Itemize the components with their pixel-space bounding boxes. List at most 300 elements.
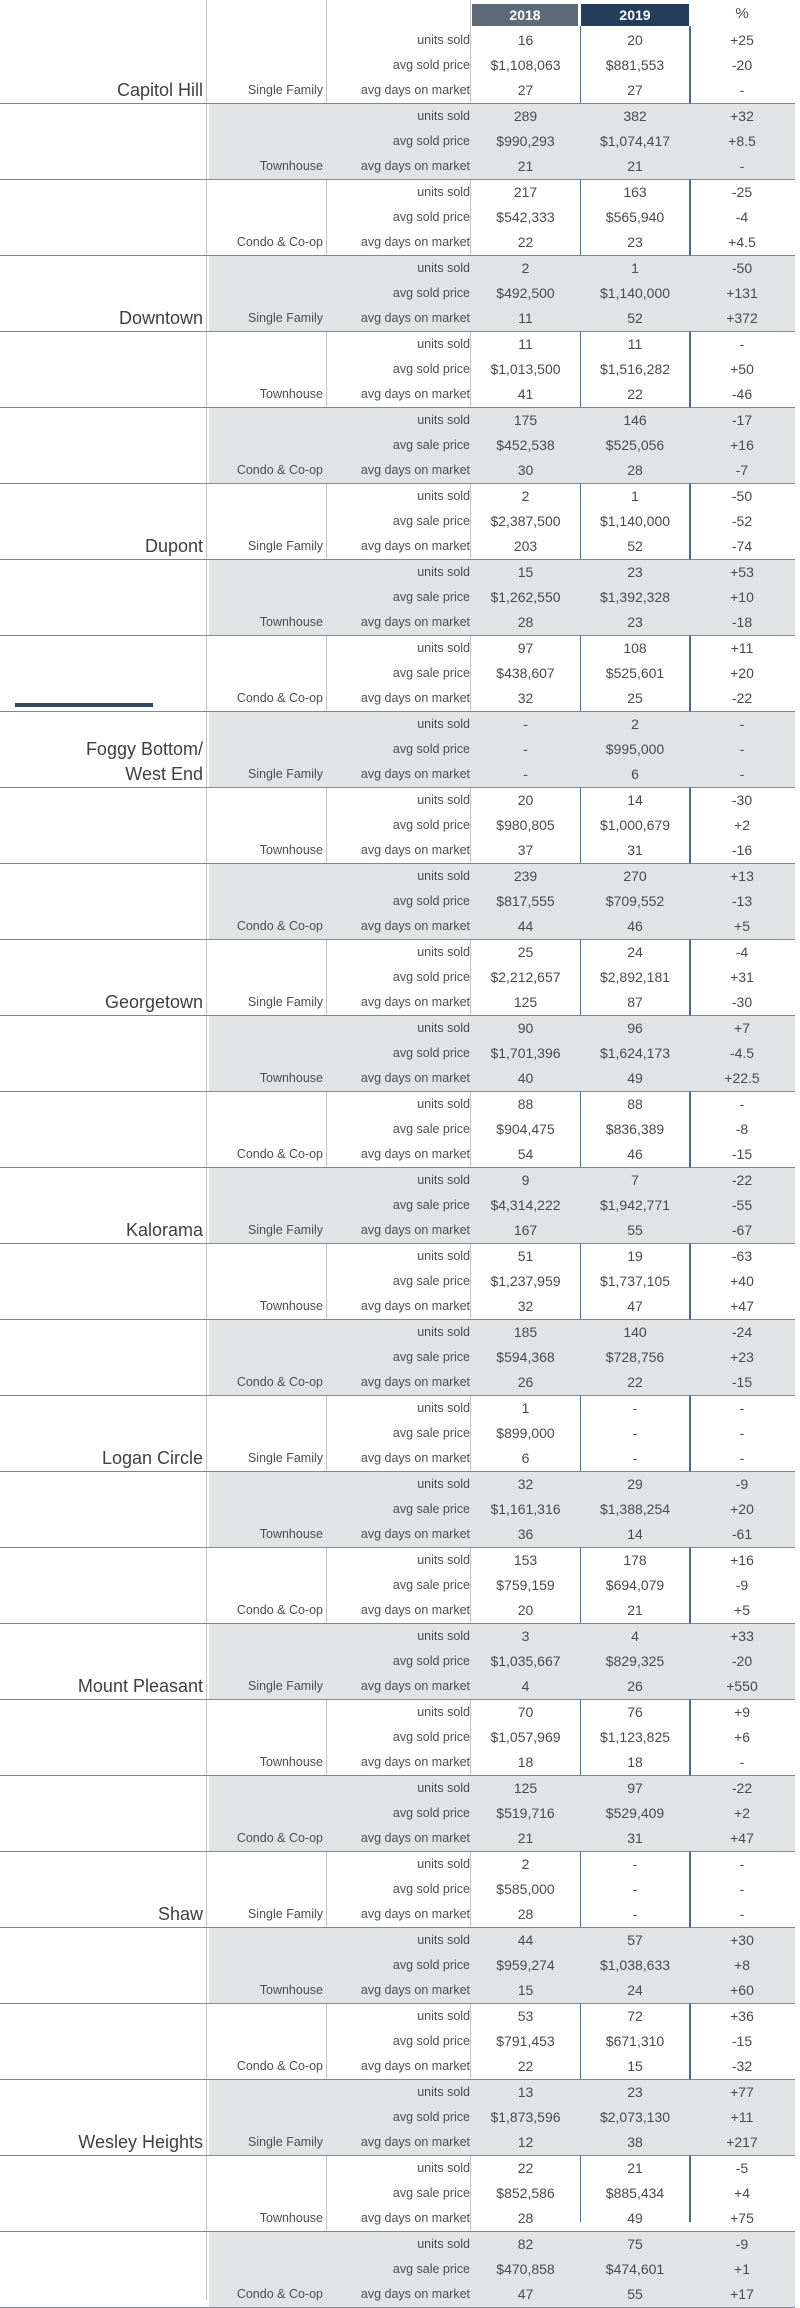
metric-label: units sold [417, 33, 470, 47]
property-type-label: Single Family [247, 2135, 323, 2149]
property-type-label: Condo & Co-op [236, 1147, 323, 1161]
value-2018: $1,161,316 [490, 1501, 561, 1517]
value-2018: $1,035,667 [490, 1653, 561, 1669]
value-2018: 239 [513, 868, 538, 884]
table-row [0, 2029, 795, 2054]
value-2019: $885,434 [605, 2185, 665, 2201]
metric-label: units sold [417, 2237, 470, 2251]
value-2018: 32 [517, 690, 534, 706]
metric-label: units sold [417, 1857, 470, 1871]
value-2019: 11 [627, 336, 643, 352]
metric-label: avg days on market [360, 1223, 470, 1237]
percent-change: +17 [730, 2286, 754, 2302]
table-row [0, 1598, 795, 1624]
value-2019: 49 [627, 1070, 643, 1086]
table-row [0, 1953, 795, 1978]
table-row [0, 408, 795, 433]
percent-change: +5 [734, 918, 750, 934]
value-2018: 185 [513, 1324, 538, 1340]
value-2019: 146 [623, 412, 647, 428]
value-2018: - [523, 766, 528, 782]
value-2019: 23 [627, 614, 643, 630]
value-2018: 51 [517, 1248, 534, 1264]
value-2019: - [632, 1881, 638, 1897]
value-2019: 21 [627, 2160, 643, 2176]
table-row [0, 1244, 795, 1269]
metric-label: avg days on market [360, 1375, 470, 1389]
value-2019: 57 [627, 1932, 643, 1948]
header-2019: 2019 [581, 4, 689, 26]
value-2019: 52 [627, 310, 643, 326]
value-2019: $2,892,181 [599, 969, 671, 985]
percent-change: -9 [735, 1577, 749, 1593]
percent-change: +5 [734, 1602, 750, 1618]
metric-label: avg sold price [392, 1882, 470, 1896]
metric-label: units sold [417, 1097, 470, 1111]
property-type-label: Condo & Co-op [236, 1831, 323, 1845]
percent-change: +33 [730, 1628, 754, 1644]
value-2018: 44 [517, 918, 534, 934]
metric-label: units sold [417, 1249, 470, 1263]
table-row [0, 1016, 795, 1041]
value-2019: 270 [623, 868, 647, 884]
table-row [0, 2206, 795, 2232]
percent-change: -74 [731, 538, 753, 554]
value-2018: 70 [517, 1704, 534, 1720]
value-2018: 20 [517, 1602, 534, 1618]
percent-change: -22 [731, 690, 753, 706]
value-2019: $728,756 [605, 1349, 665, 1365]
table-row [0, 28, 795, 53]
value-2018: 9 [521, 1172, 530, 1188]
percent-change: +47 [730, 1298, 754, 1314]
percent-change: - [739, 1754, 745, 1770]
percent-change: +22.5 [724, 1070, 760, 1086]
neighborhood-name: Capitol Hill [116, 80, 203, 100]
table-row [0, 1345, 795, 1370]
value-2019: 31 [627, 842, 643, 858]
value-2018: 25 [517, 944, 534, 960]
value-2018: $470,858 [496, 2261, 555, 2277]
value-2019: $1,123,825 [599, 1729, 671, 1745]
value-2019: - [632, 1906, 638, 1922]
table-row [0, 2080, 795, 2105]
percent-change: - [739, 336, 745, 352]
value-2019: - [632, 1450, 638, 1466]
metric-label: avg sale price [392, 1350, 470, 1364]
table-row [0, 205, 795, 230]
value-2019: 96 [627, 1020, 643, 1036]
percent-change: - [739, 1906, 745, 1922]
metric-label: avg sold price [392, 2110, 470, 2124]
metric-label: avg sold price [392, 742, 470, 756]
value-2018: 32 [517, 1298, 534, 1314]
metric-label: avg days on market [360, 311, 470, 325]
value-2018: 21 [517, 158, 534, 174]
table-row [0, 2232, 795, 2257]
value-2019: $1,000,679 [599, 817, 671, 833]
property-type-label: Single Family [247, 767, 323, 781]
metric-label: avg sale price [392, 438, 470, 452]
table-row [0, 1066, 795, 1092]
table-row [0, 2282, 795, 2308]
percent-change: -4.5 [729, 1045, 755, 1061]
table-row [0, 306, 795, 332]
value-2019: 72 [627, 2008, 643, 2024]
percent-change: +4 [734, 2185, 750, 2201]
table-row [0, 661, 795, 686]
value-2018: 3 [521, 1628, 530, 1644]
value-2018: $1,873,596 [490, 2109, 561, 2125]
percent-change: +6 [734, 1729, 750, 1745]
value-2019: $1,624,173 [599, 1045, 671, 1061]
neighborhood-name: Kalorama [125, 1220, 203, 1240]
value-2018: $1,262,550 [490, 589, 561, 605]
metric-label: avg days on market [360, 1147, 470, 1161]
percent-change: -30 [731, 792, 753, 808]
table-row [0, 1649, 795, 1674]
percent-change: -24 [731, 1324, 753, 1340]
property-type-label: Townhouse [259, 387, 323, 401]
property-type-label: Single Family [247, 311, 323, 325]
metric-label: avg days on market [360, 1755, 470, 1769]
percent-change: -17 [731, 412, 753, 428]
table-row [0, 78, 795, 104]
value-2019: $525,601 [605, 665, 665, 681]
table-row [0, 2054, 795, 2080]
neighborhood-name: Dupont [144, 536, 203, 556]
table-row [0, 104, 795, 129]
value-2018: 44 [517, 1932, 534, 1948]
value-2019: 108 [623, 640, 647, 656]
value-2019: $1,038,633 [599, 1957, 671, 1973]
table-row [0, 1041, 795, 1066]
metric-label: avg days on market [360, 767, 470, 781]
table-row [0, 509, 795, 534]
percent-change: +16 [730, 437, 754, 453]
property-type-label: Townhouse [259, 615, 323, 629]
value-2018: $899,000 [496, 1425, 555, 1441]
value-2018: 125 [513, 994, 538, 1010]
value-2018: $791,453 [496, 2033, 555, 2049]
percent-change: -18 [731, 614, 753, 630]
percent-change: +50 [730, 361, 754, 377]
table-row [0, 1624, 795, 1649]
value-2019: 21 [627, 158, 643, 174]
value-2018: 28 [517, 2210, 534, 2226]
value-2019: $474,601 [605, 2261, 665, 2277]
value-2019: 25 [627, 690, 643, 706]
metric-label: avg sale price [392, 1122, 470, 1136]
value-2018: 21 [517, 1830, 534, 1846]
metric-label: avg sale price [392, 666, 470, 680]
property-type-label: Condo & Co-op [236, 691, 323, 705]
header-2018: 2018 [472, 4, 578, 26]
percent-change: +30 [730, 1932, 754, 1948]
percent-change: -13 [731, 893, 753, 909]
table-row [0, 1472, 795, 1497]
value-2019: $565,940 [605, 209, 665, 225]
percent-change: +8 [734, 1957, 750, 1973]
table-row [0, 154, 795, 180]
table-row [0, 1877, 795, 1902]
table-row [0, 332, 795, 357]
table-row [0, 1522, 795, 1548]
value-2019: - [632, 1425, 638, 1441]
value-2018: $2,212,657 [490, 969, 561, 985]
metric-label: avg days on market [360, 1679, 470, 1693]
value-2018: 2 [521, 260, 530, 276]
table-row [0, 636, 795, 661]
neighborhood-name: Georgetown [104, 992, 203, 1012]
percent-change: -15 [731, 2033, 753, 2049]
value-2019: 163 [623, 184, 647, 200]
metric-label: units sold [417, 1705, 470, 1719]
value-2018: 18 [517, 1754, 534, 1770]
percent-change: - [739, 82, 745, 98]
percent-change: +36 [730, 2008, 754, 2024]
table-row [0, 965, 795, 990]
table-row [0, 1902, 795, 1928]
table-row [0, 433, 795, 458]
metric-label: units sold [417, 109, 470, 123]
property-type-label: Single Family [247, 539, 323, 553]
value-2018: 28 [517, 614, 534, 630]
value-2018: $542,333 [496, 209, 555, 225]
value-2019: 38 [627, 2134, 643, 2150]
value-2019: 23 [627, 564, 643, 580]
percent-change: -61 [731, 1526, 753, 1542]
value-2018: 15 [517, 1982, 534, 1998]
value-2019: $709,552 [605, 893, 665, 909]
value-2019: 24 [627, 944, 643, 960]
value-2018: $519,716 [496, 1805, 555, 1821]
value-2019: 52 [627, 538, 643, 554]
metric-label: avg sold price [392, 970, 470, 984]
value-2019: - [632, 1856, 638, 1872]
value-2018: 20 [517, 792, 534, 808]
table-row [0, 458, 795, 484]
value-2019: 178 [623, 1552, 647, 1568]
percent-change: +20 [730, 1501, 754, 1517]
percent-change: +25 [730, 32, 754, 48]
value-2018: 53 [517, 2008, 534, 2024]
property-type-label: Condo & Co-op [236, 1375, 323, 1389]
value-2018: - [523, 741, 528, 757]
property-type-label: Townhouse [259, 159, 323, 173]
value-2019: $1,074,417 [599, 133, 671, 149]
value-2019: 19 [627, 1248, 643, 1264]
table-row [0, 281, 795, 306]
property-type-label: Condo & Co-op [236, 2287, 323, 2301]
value-2019: $995,000 [605, 741, 665, 757]
value-2019: 22 [627, 1374, 643, 1390]
table-row [0, 864, 795, 889]
neighborhood-name: Downtown [118, 308, 203, 328]
value-2019: 4 [631, 1628, 639, 1644]
metric-label: avg sale price [392, 1578, 470, 1592]
value-2018: 88 [517, 1096, 534, 1112]
table-row [0, 1370, 795, 1396]
value-2019: 88 [627, 1096, 643, 1112]
value-2019: 20 [627, 32, 643, 48]
percent-change: -9 [735, 1476, 749, 1492]
percent-change: +550 [726, 1678, 758, 1694]
table-row [0, 1117, 795, 1142]
metric-label: avg sale price [392, 2186, 470, 2200]
table-row [0, 990, 795, 1016]
percent-change: +77 [730, 2084, 754, 2100]
value-2019: $694,079 [605, 1577, 665, 1593]
value-2019: 15 [627, 2058, 643, 2074]
property-type-label: Condo & Co-op [236, 2059, 323, 2073]
table-row [0, 1700, 795, 1725]
value-2018: 22 [517, 234, 534, 250]
neighborhood-name: Mount Pleasant [77, 1676, 203, 1696]
percent-change: -63 [731, 1248, 753, 1264]
table-row [0, 53, 795, 78]
table-row [0, 180, 795, 205]
metric-label: avg days on market [360, 2211, 470, 2225]
value-2018: 2 [521, 1856, 530, 1872]
neighborhood-name: Wesley Heights [78, 2132, 203, 2152]
metric-label: avg days on market [360, 159, 470, 173]
metric-label: avg days on market [360, 1831, 470, 1845]
percent-change: +47 [730, 1830, 754, 1846]
table-row [0, 1294, 795, 1320]
value-2019: 31 [627, 1830, 643, 1846]
percent-change: - [739, 1856, 745, 1872]
value-2018: $594,368 [496, 1349, 555, 1365]
metric-label: avg sold price [392, 286, 470, 300]
neighborhood-name-line2: West End [125, 764, 203, 784]
percent-change: +372 [726, 310, 758, 326]
percent-change: +10 [730, 589, 754, 605]
percent-change: - [739, 1425, 745, 1441]
value-2019: $525,056 [605, 437, 665, 453]
percent-change: +7 [734, 1020, 750, 1036]
metric-label: units sold [417, 337, 470, 351]
value-2019: 140 [623, 1324, 647, 1340]
metric-label: avg sale price [392, 1274, 470, 1288]
value-2018: $492,500 [496, 285, 555, 301]
table-row [0, 1142, 795, 1168]
percent-change: -16 [731, 842, 753, 858]
metric-label: avg days on market [360, 1527, 470, 1541]
value-2019: 18 [627, 1754, 643, 1770]
value-2018: 12 [517, 2134, 534, 2150]
table-row [0, 686, 795, 712]
table-row [0, 1269, 795, 1294]
percent-change: +4.5 [728, 234, 756, 250]
metric-label: units sold [417, 869, 470, 883]
percent-change: -20 [731, 1653, 753, 1669]
value-2018: - [523, 716, 528, 732]
property-type-label: Townhouse [259, 1983, 323, 1997]
property-type-label: Condo & Co-op [236, 463, 323, 477]
metric-label: avg sold price [392, 1654, 470, 1668]
property-type-label: Townhouse [259, 2211, 323, 2225]
value-2019: 47 [627, 1298, 643, 1314]
value-2018: 1 [521, 1400, 530, 1416]
value-2018: 26 [517, 1374, 534, 1390]
metric-label: units sold [417, 185, 470, 199]
header-change: % [735, 5, 749, 22]
table-row [0, 2004, 795, 2029]
metric-label: avg sale price [392, 1198, 470, 1212]
table-row [0, 484, 795, 509]
table-row [0, 2130, 795, 2156]
value-2019: 97 [627, 1780, 643, 1796]
value-2018: 22 [517, 2160, 534, 2176]
percent-change: +11 [730, 640, 754, 656]
value-2018: $1,701,396 [490, 1045, 561, 1061]
metric-label: avg days on market [360, 387, 470, 401]
metric-label: avg days on market [360, 83, 470, 97]
percent-change: - [739, 716, 745, 732]
property-type-label: Condo & Co-op [236, 1603, 323, 1617]
table-row [0, 230, 795, 256]
percent-change: - [739, 1881, 745, 1897]
value-2018: 217 [513, 184, 538, 200]
value-2018: $990,293 [496, 133, 555, 149]
value-2019: 23 [627, 2084, 643, 2100]
metric-label: avg days on market [360, 995, 470, 1009]
percent-change: -32 [731, 2058, 753, 2074]
value-2018: 175 [513, 412, 538, 428]
metric-label: avg days on market [360, 1907, 470, 1921]
percent-change: +60 [730, 1982, 754, 1998]
value-2018: 90 [517, 1020, 534, 1036]
value-2019: 75 [627, 2236, 643, 2252]
property-type-label: Townhouse [259, 1755, 323, 1769]
value-2019: 1 [631, 260, 639, 276]
value-2018: 203 [513, 538, 538, 554]
value-2018: $852,586 [496, 2185, 555, 2201]
metric-label: avg days on market [360, 2059, 470, 2073]
metric-label: avg sold price [392, 1730, 470, 1744]
value-2019: 76 [627, 1704, 643, 1720]
value-2018: 40 [517, 1070, 534, 1086]
table-row [0, 1725, 795, 1750]
metric-label: avg sold price [392, 58, 470, 72]
metric-label: units sold [417, 641, 470, 655]
neighborhood-name: Foggy Bottom/ [85, 739, 203, 759]
metric-label: units sold [417, 1553, 470, 1567]
percent-change: +40 [730, 1273, 754, 1289]
value-2018: 36 [517, 1526, 534, 1542]
value-2019: $2,073,130 [599, 2109, 671, 2125]
percent-change: -20 [731, 57, 753, 73]
percent-change: - [739, 741, 745, 757]
percent-change: -22 [731, 1780, 753, 1796]
value-2019: 87 [627, 994, 643, 1010]
metric-label: avg sold price [392, 818, 470, 832]
property-type-label: Single Family [247, 83, 323, 97]
value-2018: 97 [517, 640, 534, 656]
percent-change: -4 [735, 944, 749, 960]
value-2019: 49 [627, 2210, 643, 2226]
percent-change: +23 [730, 1349, 754, 1365]
metric-label: avg sold price [392, 210, 470, 224]
neighborhood-name: Logan Circle [101, 1448, 203, 1468]
value-2018: $980,805 [496, 817, 555, 833]
metric-label: units sold [417, 489, 470, 503]
percent-change: - [739, 766, 745, 782]
value-2019: $1,737,105 [599, 1273, 671, 1289]
percent-change: +11 [730, 2109, 754, 2125]
property-type-label: Single Family [247, 1451, 323, 1465]
